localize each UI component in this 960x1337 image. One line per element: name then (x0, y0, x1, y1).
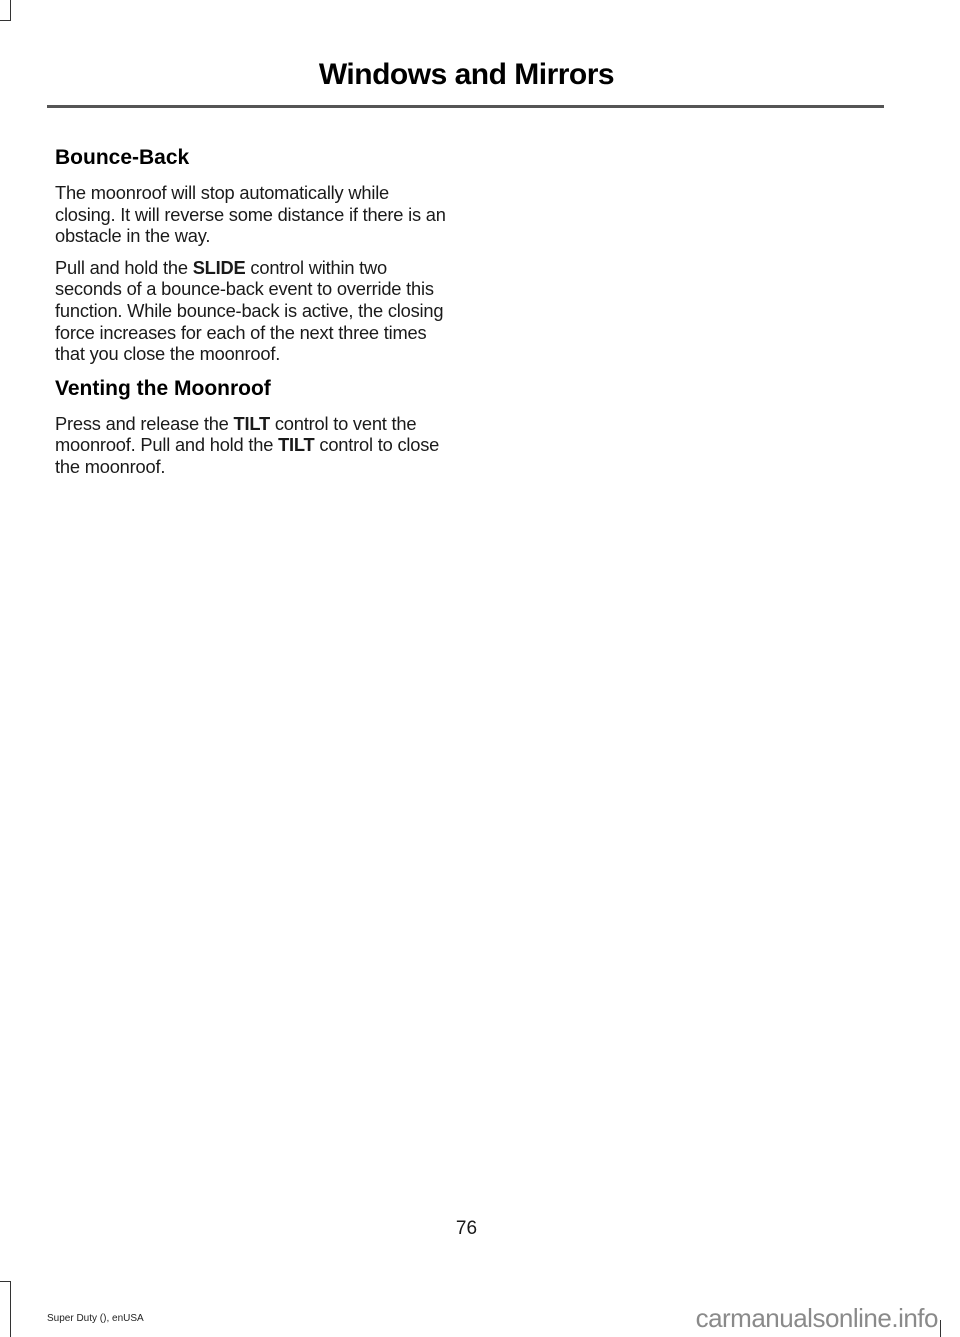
text: control to close the moonroof. (55, 434, 440, 477)
paragraph (55, 413, 449, 478)
text: control to vent the moonroof. Pull and hold the (55, 412, 417, 456)
header-divider (47, 105, 884, 108)
control-name: SLIDE (192, 256, 246, 278)
paragraph (55, 257, 449, 365)
crop-mark (0, 1281, 11, 1282)
paragraph: The moonroof will stop automatically while closing. It will reverse some distance if there is an obstacle in the way. (55, 182, 446, 247)
text: control within two seconds of a bounce-back event to override this function. While bounce-back is active, the closing force increases for each of the next three times that you close the moonroof. (55, 256, 444, 365)
crop-mark (10, 0, 11, 20)
section-heading: Bounce-Back (55, 146, 190, 169)
crop-mark (940, 1320, 941, 1337)
watermark: carmanualsonline.info (695, 1303, 938, 1333)
control-name: TILT (233, 412, 270, 434)
text: Press and release the (55, 412, 234, 434)
text: Pull and hold the (55, 256, 193, 278)
crop-mark (0, 20, 11, 21)
edition-label: Super Duty (), enUSA (47, 1313, 144, 1324)
section-heading: Venting the Moonroof (55, 376, 271, 400)
main-column (55, 144, 449, 488)
control-name: TILT (278, 434, 315, 456)
page-title: Windows and Mirrors (318, 58, 615, 91)
crop-mark (10, 1281, 11, 1337)
page-number: 76 (455, 1218, 478, 1239)
